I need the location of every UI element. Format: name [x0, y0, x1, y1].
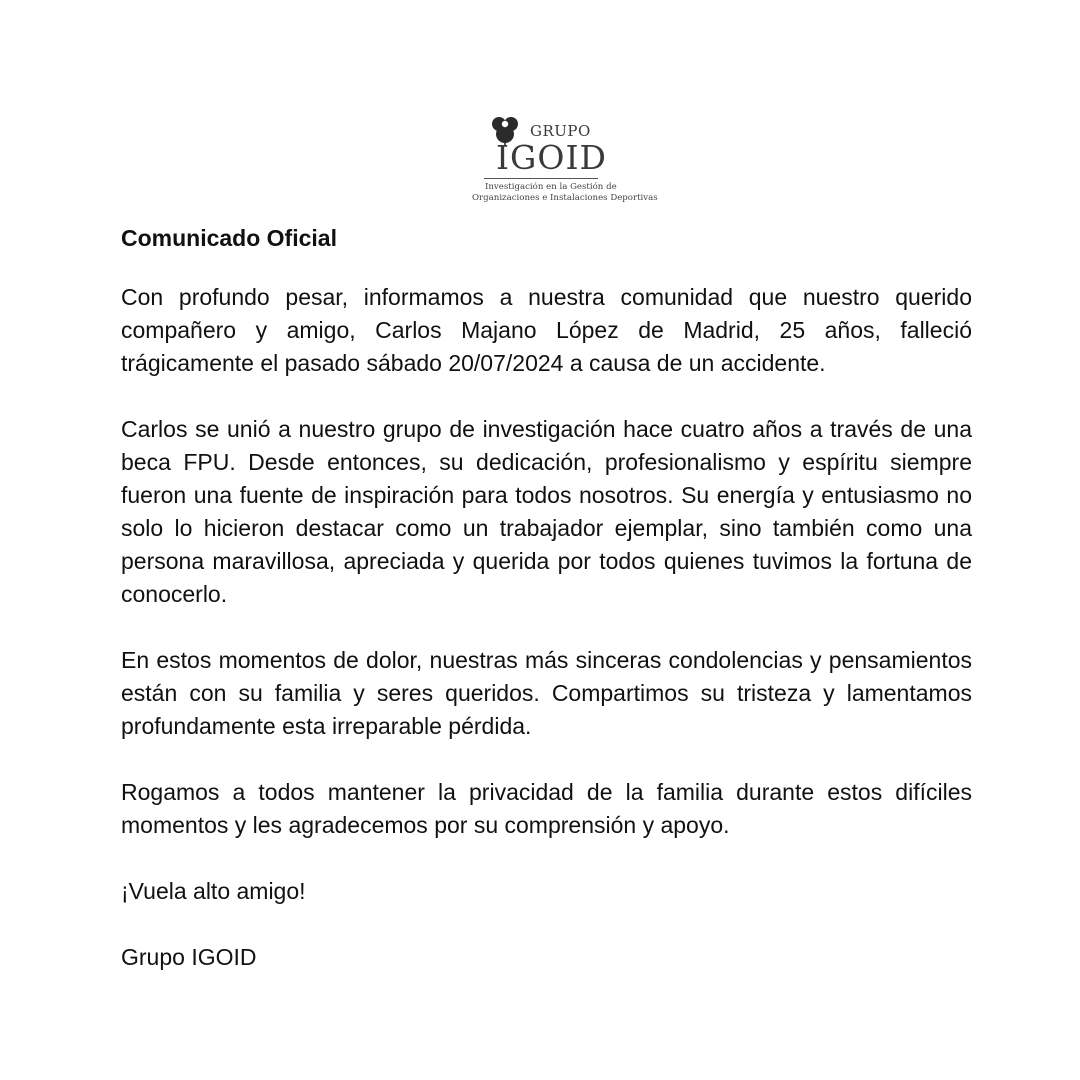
logo-grupo-text: GRUPO — [530, 122, 591, 140]
logo-subtitle-line-2: Organizaciones e Instalaciones Deportivas — [472, 193, 658, 203]
logo-name: IGOID — [496, 138, 607, 177]
paragraph-tribute: Carlos se unió a nuestro grupo de investigación hace cuatro años a través de una beca FPU. Desde entonces, su dedicación, profesionalismo y espíritu siempre fueron una fuente de inspiración para todos nosotros. Su energía y entusiasmo no solo lo hicieron destacar como un trabajador ejemplar, sino también como una persona maravillosa, apreciada y querida por todos quienes tuvimos la fortuna de conocerlo. — [121, 416, 972, 607]
signature: Grupo IGOID — [121, 944, 257, 970]
logo-divider — [484, 178, 598, 179]
statement-body — [121, 222, 972, 1007]
paragraph-privacy-request: Rogamos a todos mantener la privacidad de la familia durante estos difíciles momentos y les agradecemos por su comprensión y apoyo. — [121, 779, 972, 838]
group-logo — [470, 112, 660, 208]
paragraph-announcement: Con profundo pesar, informamos a nuestra comunidad que nuestro querido compañero y amigo, Carlos Majano López de Madrid, 25 años, falleció trágicamente el pasado sábado 20/07/2024 a causa de un accidente. — [121, 284, 972, 376]
paragraph-condolences: En estos momentos de dolor, nuestras más sinceras condolencias y pensamientos están con su familia y seres queridos. Compartimos su tristeza y lamentamos profundamente esta irreparable pérdida. — [121, 647, 972, 739]
logo-subtitle-line-1: Investigación en la Gestión de — [485, 182, 617, 192]
farewell-line: ¡Vuela alto amigo! — [121, 878, 306, 904]
statement-heading: Comunicado Oficial — [121, 225, 337, 251]
